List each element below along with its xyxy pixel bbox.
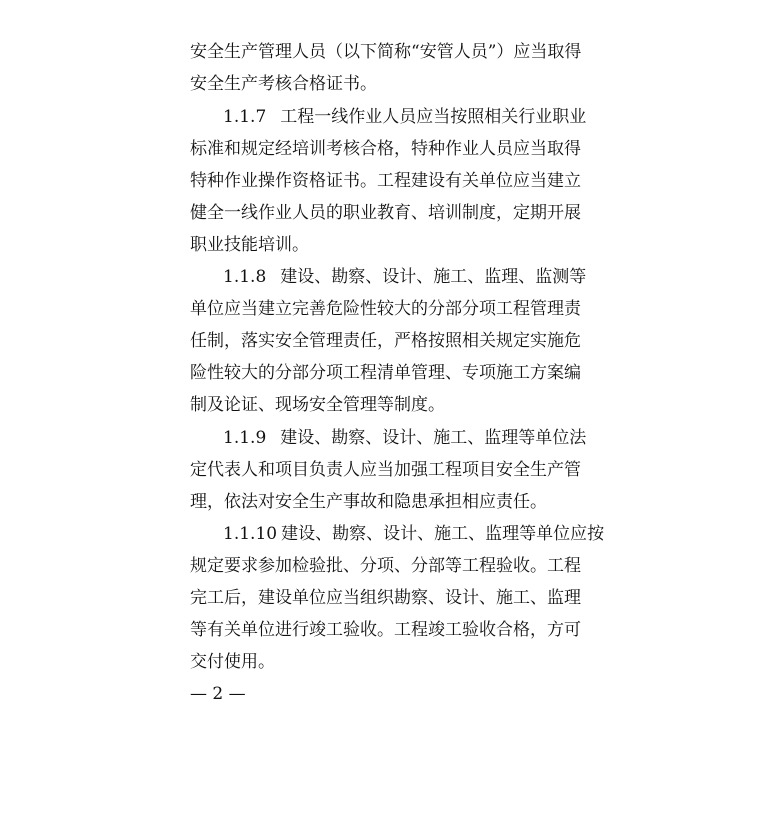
paragraph-line: 任制，落实安全管理责任，严格按照相关规定实施危: [190, 331, 581, 351]
paragraph-line: 单位应当建立完善危险性较大的分部分项工程管理责: [190, 299, 581, 319]
paragraph-first-line: [223, 424, 643, 452]
clause-number: 1.1.8: [223, 267, 267, 287]
paragraph-line: 标准和规定经培训考核合格，特种作业人员应当取得: [190, 139, 581, 159]
clause-number: 1.1.9: [223, 428, 267, 448]
paragraph-line-text: 建设、勘察、设计、施工、监理等单位应按: [281, 524, 605, 544]
clause-number: 1.1.10: [223, 524, 278, 544]
paragraph-line-text: 建设、勘察、设计、施工、监理、监测等: [280, 267, 587, 287]
clause-number: 1.1.7: [223, 107, 267, 127]
paragraph-line: 等有关单位进行竣工验收。工程竣工验收合格，方可: [190, 620, 581, 640]
paragraph-first-line: [223, 103, 643, 131]
paragraph-line: 制及论证、现场安全管理等制度。: [190, 395, 445, 415]
paragraph-line: 完工后，建设单位应当组织勘察、设计、施工、监理: [190, 588, 581, 608]
paragraph-first-line: [223, 520, 643, 548]
paragraph-line: 险性较大的分部分项工程清单管理、专项施工方案编: [190, 363, 581, 383]
paragraph-line-text: 工程一线作业人员应当按照相关行业职业: [280, 107, 587, 127]
paragraph-line: 安全生产管理人员（以下简称“安管人员”）应当取得: [190, 42, 582, 62]
paragraph-line: 特种作业操作资格证书。工程建设有关单位应当建立: [190, 171, 581, 191]
paragraph-line: 安全生产考核合格证书。: [190, 74, 377, 94]
paragraph-line: 规定要求参加检验批、分项、分部等工程验收。工程: [190, 556, 581, 576]
paragraph-line-text: 建设、勘察、设计、施工、监理等单位法: [280, 428, 587, 448]
paragraph-line: 定代表人和项目负责人应当加强工程项目安全生产管: [190, 460, 581, 480]
paragraph-line: 职业技能培训。: [190, 235, 309, 255]
page-number: — 2 —: [190, 684, 246, 704]
paragraph-first-line: [223, 263, 643, 291]
paragraph-line: 健全一线作业人员的职业教育、培训制度，定期开展: [190, 203, 581, 223]
paragraph-line: 交付使用。: [190, 652, 275, 672]
paragraph-line: 理，依法对安全生产事故和隐患承担相应责任。: [190, 492, 547, 512]
